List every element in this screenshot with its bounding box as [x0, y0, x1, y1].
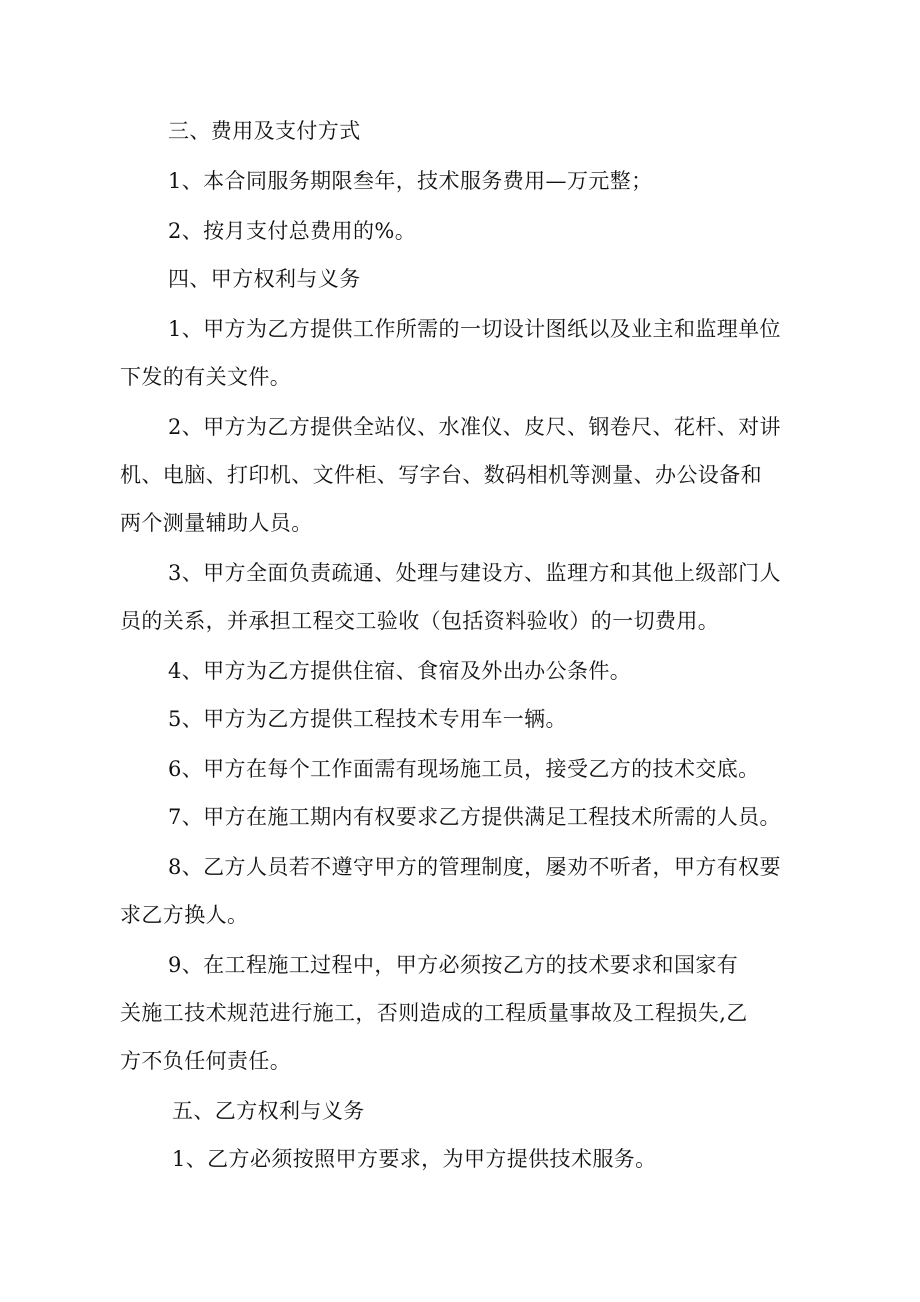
paragraph-line: 关施工技术规范进行施工，否则造成的工程质量事故及工程损失,乙: [120, 1001, 748, 1025]
paragraph-line: 7、甲方在施工期内有权要求乙方提供满足工程技术所需的人员。: [168, 805, 781, 829]
paragraph-line: 1、本合同服务期限叁年，技术服务费用—万元整；: [168, 169, 653, 193]
paragraph-line: 3、甲方全面负责疏通、处理与建设方、监理方和其他上级部门人: [168, 561, 781, 585]
section-heading-4: 四、甲方权利与义务: [168, 267, 361, 291]
paragraph-line: 1、乙方必须按照甲方要求，为甲方提供技术服务。: [172, 1147, 657, 1171]
paragraph-line: 5、甲方为乙方提供工程技术专用车一辆。: [168, 707, 567, 731]
paragraph-line: 1、甲方为乙方提供工作所需的一切设计图纸以及业主和监理单位: [168, 317, 781, 341]
paragraph-line: 2、按月支付总费用的%。: [168, 219, 417, 243]
paragraph-line: 下发的有关文件。: [120, 365, 292, 389]
paragraph-line: 8、乙方人员若不遵守甲方的管理制度，屡劝不听者，甲方有权要: [168, 855, 781, 879]
paragraph-line: 两个测量辅助人员。: [120, 511, 313, 535]
section-heading-5: 五、乙方权利与义务: [172, 1099, 365, 1123]
section-heading-3: 三、费用及支付方式: [168, 119, 361, 143]
paragraph-line: 机、电脑、打印机、文件柜、写字台、数码相机等测量、办公设备和: [120, 463, 762, 487]
paragraph-line: 方不负任何责任。: [120, 1049, 292, 1073]
paragraph-line: 9、在工程施工过程中，甲方必须按乙方的技术要求和国家有: [168, 953, 739, 977]
paragraph-line: 求乙方换人。: [120, 903, 249, 927]
paragraph-line: 2、甲方为乙方提供全站仪、水准仪、皮尺、钢卷尺、花杆、对讲: [168, 415, 781, 439]
paragraph-line: 6、甲方在每个工作面需有现场施工员，接受乙方的技术交底。: [168, 757, 760, 781]
paragraph-line: 4、甲方为乙方提供住宿、食宿及外出办公条件。: [168, 659, 632, 683]
paragraph-line: 员的关系，并承担工程交工验收（包括资料验收）的一切费用。: [120, 609, 720, 633]
